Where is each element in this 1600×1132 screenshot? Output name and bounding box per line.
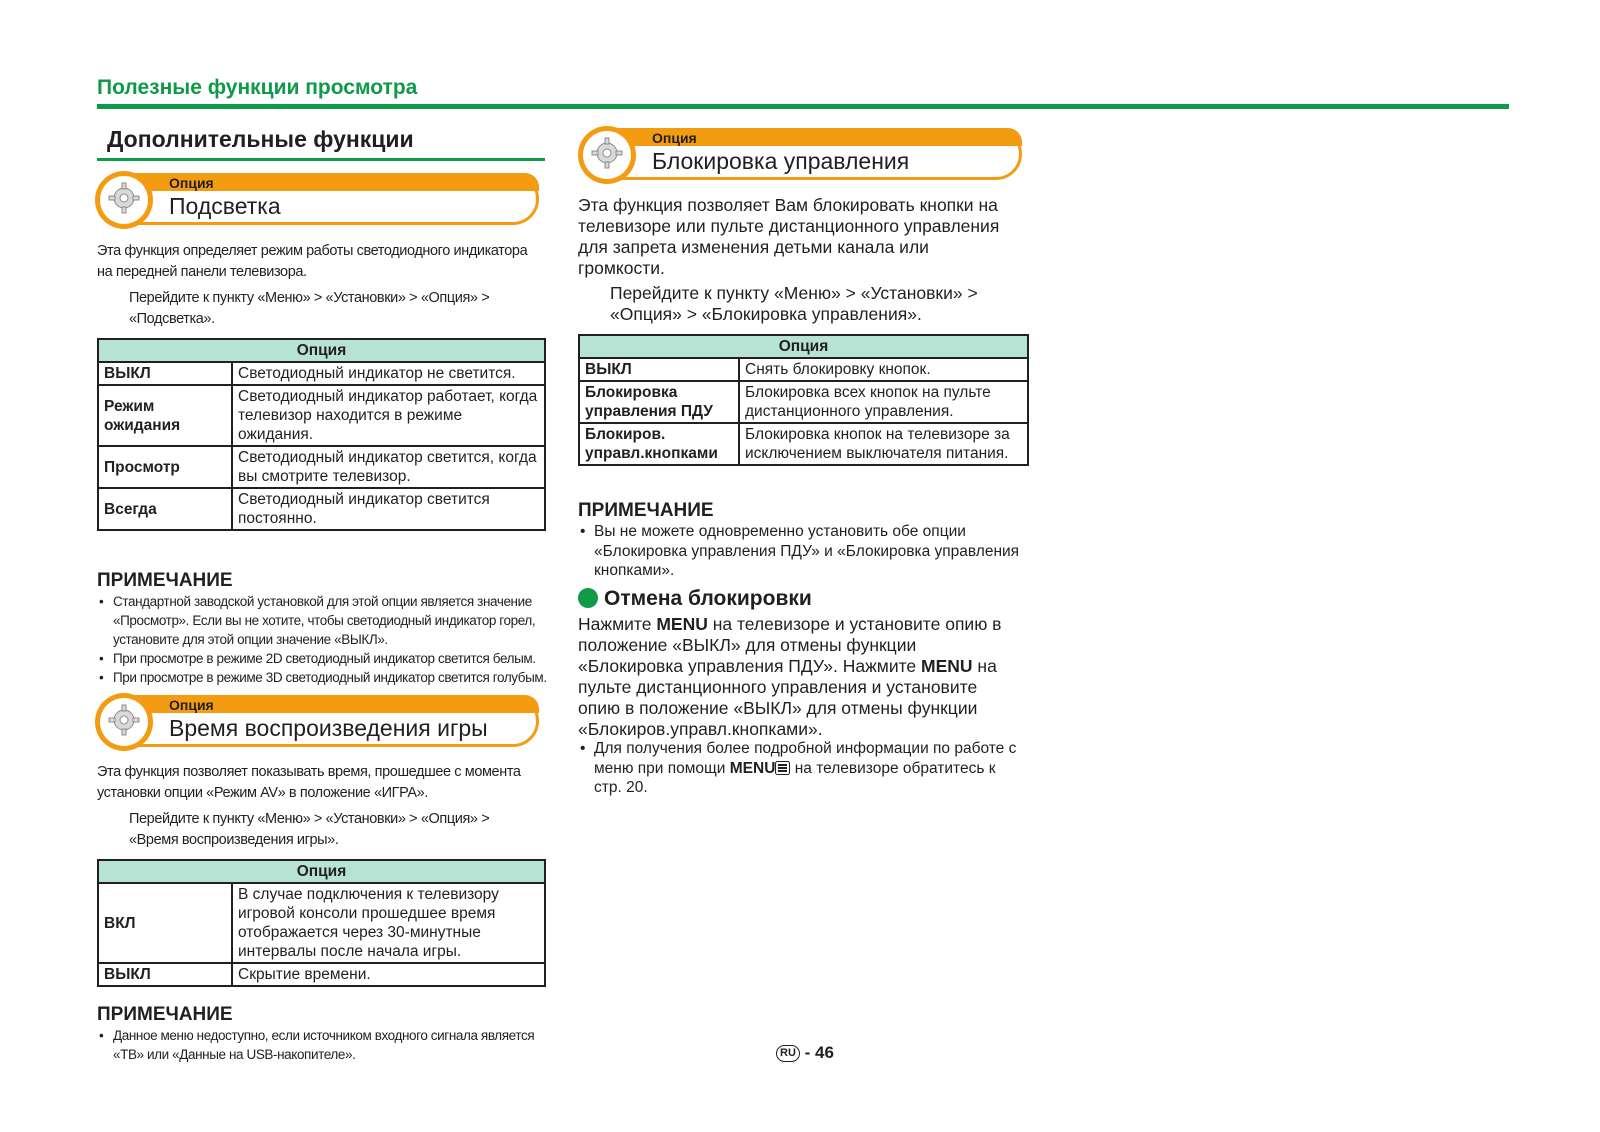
section-title: Полезные функции просмотра — [97, 76, 418, 99]
option-label: Опция — [169, 175, 214, 191]
table-row: Блокиров. управл.кнопками Блокировка кнопок на телевизоре за исключением выключателя питания. — [579, 423, 1028, 465]
backlight-intro: Эта функция определяет режим работы светодиодного индикатора на передней панели телевизора. — [97, 243, 528, 280]
backlight-options-table — [97, 338, 546, 531]
note-title: ПРИМЕЧАНИЕ — [578, 500, 714, 521]
table-row: ВЫКЛ Светодиодный индикатор не светится. — [98, 362, 545, 385]
table-row: ВЫКЛ Скрытие времени. — [98, 963, 545, 986]
lock-more-info — [578, 739, 1018, 798]
list-item: • Для получения более подробной информации по работе с меню при помощи MENU на телевизоре обратитесь к стр. 20. — [578, 739, 1018, 798]
table-header: Опция — [98, 860, 545, 883]
list-item: • Данное меню недоступно, если источником входного сигнала является «ТВ» или «Данные на USB-накопителе». — [97, 1026, 547, 1064]
lock-path: Перейдите к пункту «Меню» > «Установки» > «Опция» > «Блокировка управления». — [610, 283, 978, 324]
header-rule — [97, 104, 1509, 109]
column-title: Дополнительные функции — [107, 126, 414, 152]
gear-icon — [589, 135, 625, 171]
banner-title: Блокировка управления — [652, 148, 910, 174]
list-item: • При просмотре в режиме 3D светодиодный индикатор светится голубым. — [97, 668, 547, 687]
table-row: Блокировка управления ПДУ Блокировка всех кнопок на пульте дистанционного управления. — [579, 381, 1028, 423]
language-badge: RU — [776, 1045, 800, 1062]
gametime-intro: Эта функция позволяет показывать время, прошедшее с момента установки опции «Режим AV» в положение «ИГРА». — [97, 764, 521, 801]
lock-note — [578, 500, 1028, 581]
gametime-path: Перейдите к пункту «Меню» > «Установки» > «Опция» > «Время воспроизведения игры». — [129, 811, 490, 848]
table-row: Просмотр Светодиодный индикатор светится, когда вы смотрите телевизор. — [98, 446, 545, 488]
option-label: Опция — [652, 130, 697, 146]
table-header: Опция — [98, 339, 545, 362]
cancel-heading: Отмена блокировки — [578, 587, 812, 611]
banner-title: Время воспроизведения игры — [169, 715, 488, 741]
table-row: Всегда Светодиодный индикатор светится постоянно. — [98, 488, 545, 530]
gametime-options-table — [97, 859, 546, 987]
page-number: RU - 46 — [776, 1043, 834, 1063]
gear-icon — [106, 702, 142, 738]
backlight-note — [97, 570, 547, 687]
backlight-path: Перейдите к пункту «Меню» > «Установки» > «Опция» > «Подсветка». — [129, 290, 490, 327]
bullet-dot-icon — [578, 588, 598, 608]
option-label: Опция — [169, 697, 214, 713]
list-item: • При просмотре в режиме 2D светодиодный индикатор светится белым. — [97, 649, 547, 668]
gametime-note — [97, 1004, 547, 1064]
note-title: ПРИМЕЧАНИЕ — [97, 1004, 233, 1025]
menu-button-icon — [775, 761, 790, 775]
list-item: • Вы не можете одновременно установить обе опции «Блокировка управления ПДУ» и «Блокировка управления кнопками». — [578, 522, 1028, 581]
gametime-banner — [95, 693, 541, 751]
table-row: ВКЛ В случае подключения к телевизору игровой консоли прошедшее время отображается через 30-минутные интервалы после начала игры. — [98, 883, 545, 963]
cancel-text: Нажмите MENU на телевизоре и установите опию в положение «ВЫКЛ» для отмены функции «Блокировка управления ПДУ». Нажмите MENU на пульте дистанционного управления и установите опию в положение «ВЫКЛ» для отмены функции «Блокиров.управл.кнопками». — [578, 614, 1002, 739]
lock-intro: Эта функция позволяет Вам блокировать кнопки на телевизоре или пульте дистанционного управления для запрета изменения детьми канала или громкости. — [578, 195, 1000, 278]
table-row: Режим ожидания Светодиодный индикатор работает, когда телевизор находится в режиме ожидания. — [98, 385, 545, 446]
lock-banner — [578, 126, 1024, 184]
backlight-banner — [95, 171, 541, 229]
list-item: • Стандартной заводской установкой для этой опции является значение «Просмотр». Если вы не хотите, чтобы светодиодный индикатор горел, установите для этой опции значение «ВЫКЛ». — [97, 592, 547, 649]
column-title-rule — [97, 158, 545, 161]
lock-options-table — [578, 334, 1029, 466]
note-title: ПРИМЕЧАНИЕ — [97, 570, 233, 591]
table-row: ВЫКЛ Снять блокировку кнопок. — [579, 358, 1028, 381]
gear-icon — [106, 180, 142, 216]
table-header: Опция — [579, 335, 1028, 358]
banner-title: Подсветка — [169, 193, 281, 219]
